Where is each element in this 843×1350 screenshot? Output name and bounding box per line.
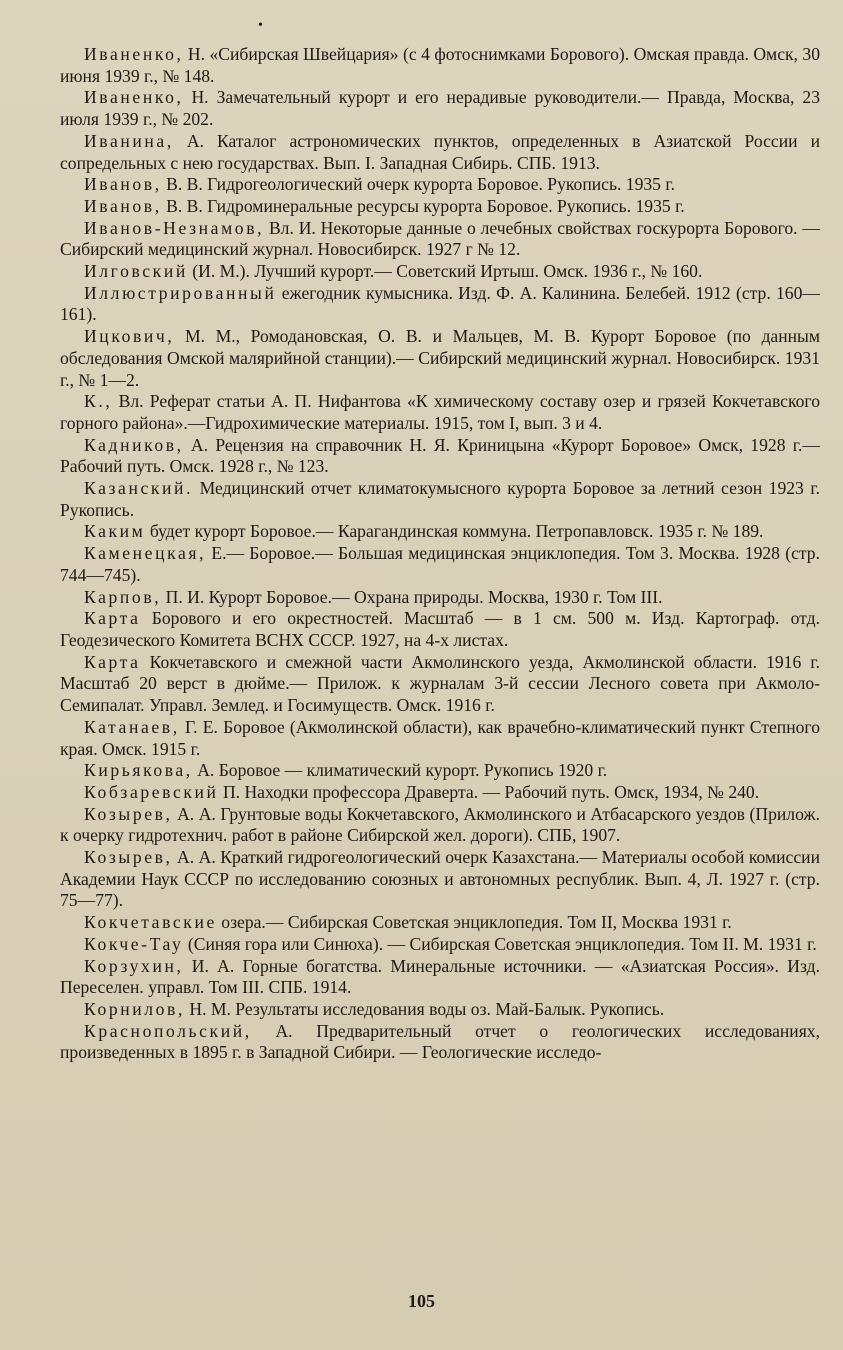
bibliography-entry <box>60 174 820 196</box>
bibliography-entry <box>60 87 820 130</box>
entry-text: (Синяя гора или Синюха). — Сибирская Советская энциклопедия. Том II. М. 1931 г. <box>183 933 817 954</box>
entry-text: Г. Е. Боровое (Акмолинской области), как врачебно-климатический пункт Степного края. Омск. 1915 г. <box>60 716 820 759</box>
bibliography-entry <box>60 435 820 478</box>
entry-text: А. А. Краткий гидрогеологический очерк Казахстана.— Материалы особой комиссии Академии Наук СССР по исследованию союзных и автономных республик. Вып. 4, Л. 1927 г. (стр. 75—77). <box>60 847 820 911</box>
bibliography-entry <box>60 782 820 804</box>
entry-text: озера.— Сибирская Советская энциклопедия. Том II, Москва 1931 г. <box>216 912 732 933</box>
bibliography-entry <box>60 283 820 326</box>
entry-text: Вл. И. Некоторые данные о лечебных свойствах госкурорта Борового. — Сибирский медицинский журнал. Новосибирск. 1927 г № 12. <box>60 217 820 260</box>
bibliography-entry <box>60 912 820 934</box>
bibliography-entry <box>60 44 820 87</box>
bibliography-entry <box>60 956 820 999</box>
entry-text: А. А. Грунтовые воды Кокчетавского, Акмолинского и Атбасарского уездов (Прилож. к очерку гидротехнич. работ в районе Сибирской жел. дороги). СПБ, 1907. <box>60 803 820 846</box>
entry-author: Иванина, <box>84 130 174 151</box>
bibliography-entry <box>60 521 820 543</box>
entry-author: Иванов, <box>84 174 162 195</box>
entry-text: М. М., Ромодановская, О. В. и Мальцев, М. В. Курорт Боровое (по данным обследования Омской малярийной станции).— Сибирский медицинский журнал. Новосибирск. 1931 г., № 1—2. <box>60 326 820 390</box>
bibliography-entry <box>60 717 820 760</box>
entry-text: Н. Замечательный курорт и его нерадивые руководители.— Правда, Москва, 23 июля 1939 г., № 202. <box>60 87 820 130</box>
entry-text: В. В. Гидроминеральные ресурсы курорта Боровое. Рукопись. 1935 г. <box>161 195 685 216</box>
entry-author: Карпов, <box>84 586 162 607</box>
entry-text: будет курорт Боровое.— Карагандинская коммуна. Петропавловск. 1935 г. № 189. <box>145 521 764 542</box>
bibliography-entry <box>60 131 820 174</box>
entry-author: Катанаев, <box>84 716 180 737</box>
entry-author: Козырев, <box>84 803 173 824</box>
entry-author: Иванов, <box>84 195 162 216</box>
entry-author: Илговский <box>84 261 188 282</box>
entry-text: И. А. Горные богатства. Минеральные источники. — «Азиатская Россия». Изд. Переселен. управл. Том III. СПБ. 1914. <box>60 955 820 998</box>
entry-author: Казанский. <box>84 478 194 499</box>
bibliography-entry <box>60 847 820 912</box>
entry-text: Вл. Реферат статьи А. П. Нифантова «К химическому составу озер и грязей Кокчетавского горного района».—Гидрохимические материалы. 1915, том I, вып. 3 и 4. <box>60 391 820 433</box>
bibliography-entry <box>60 261 820 283</box>
entry-author: Козырев, <box>84 847 173 868</box>
entry-text: А. Предварительный отчет о геологических исследованиях, произведенных в 1895 г. в Западной Сибири. — Геологические исследо- <box>60 1020 820 1063</box>
entry-author: Иванов-Незнамов, <box>84 217 265 238</box>
bibliography-entry <box>60 543 820 586</box>
entry-text: П. Находки профессора Драверта. — Рабочий путь. Омск, 1934, № 240. <box>218 781 760 802</box>
entry-text: А. Боровое — климатический курорт. Рукопись 1920 г. <box>192 760 608 781</box>
bibliography-entry <box>60 326 820 391</box>
bibliography-entry <box>60 804 820 847</box>
entry-author: Каменецкая, <box>84 543 207 564</box>
entry-author: Иваненко, <box>84 44 184 64</box>
entry-text: П. И. Курорт Боровое.— Охрана природы. Москва, 1930 г. Том III. <box>161 586 663 607</box>
entry-text: (И. М.). Лучший курорт.— Советский Иртыш. Омск. 1936 г., № 160. <box>187 261 703 282</box>
entry-author: Ицкович, <box>84 326 175 347</box>
entry-text: Медицинский отчет климатокумысного курорта Боровое за летний сезон 1923 г. Рукопись. <box>60 478 820 520</box>
entry-author: Карта <box>84 608 141 629</box>
bibliography-entry <box>60 218 820 261</box>
bibliography-entry <box>60 587 820 609</box>
entry-text: ежегодник кумысника. Изд. Ф. А. Калинина. Белебей. 1912 (стр. 160—161). <box>60 282 820 325</box>
bibliography-entry <box>60 478 820 521</box>
entry-author: Кобзаревский <box>84 781 219 802</box>
entry-author: Корнилов, <box>84 998 185 1019</box>
entry-author: Кирьякова, <box>84 760 193 781</box>
bibliography-entry <box>60 196 820 218</box>
entry-text: Кокчетавского и смежной части Акмолинского уезда, Акмолинской области. 1916 г. Масштаб 20 верст в дюйме.— Прилож. к журналам 3-й сессии Лесного совета при Акмоло-Семипалат. Управл. Землед. и Госимуществ. Омск. 1916 г. <box>60 651 820 716</box>
bibliography-entry <box>60 391 820 434</box>
bibliography-entry <box>60 1021 820 1064</box>
entry-text: А. Рецензия на справочник Н. Я. Криницына «Курорт Боровое» Омск, 1928 г.— Рабочий путь. Омск. 1928 г., № 123. <box>60 434 820 477</box>
bibliography-entry <box>60 760 820 782</box>
bibliography-entry <box>60 934 820 956</box>
entry-author: Иваненко, <box>84 87 184 108</box>
entry-author: Иллюстрированный <box>84 282 277 303</box>
entry-author: Кокчетавские <box>84 912 217 933</box>
entry-author: Кокче-Тау <box>84 933 184 954</box>
entry-author: Краснопольский, <box>84 1020 252 1041</box>
bibliography-entry <box>60 652 820 717</box>
bibliography-entry <box>60 608 820 651</box>
bibliography-entry <box>60 999 820 1021</box>
entry-author: Карта <box>84 651 141 672</box>
entry-text: Н. М. Результаты исследования воды оз. Май-Балык. Рукопись. <box>184 998 665 1019</box>
entry-author: К., <box>84 391 113 412</box>
entry-text: Борового и его окрестностей. Масштаб — в 1 см. 500 м. Изд. Картограф. отд. Геодезического Комитета ВСНХ СССР. 1927, на 4-х листах. <box>60 608 820 650</box>
entry-text: А. Каталог астрономических пунктов, определенных в Азиатской России и сопредельных с нею государствах. Вып. I. Западная Сибирь. СПБ. 1913. <box>60 130 820 173</box>
page-mark: • <box>258 18 263 33</box>
page-number: 105 <box>408 1291 435 1311</box>
entry-text: Н. «Сибирская Швейцария» (с 4 фотоснимками Борового). Омская правда. Омск, 30 июня 1939 г., № 148. <box>60 44 820 86</box>
entry-author: Кадников, <box>84 434 184 455</box>
bibliography-list <box>60 44 820 1064</box>
entry-author: Корзухин, <box>84 955 184 976</box>
entry-text: В. В. Гидрогеологический очерк курорта Боровое. Рукопись. 1935 г. <box>161 174 676 195</box>
entry-author: Каким <box>84 521 146 542</box>
entry-text: Е.— Боровое.— Большая медицинская энциклопедия. Том 3. Москва. 1928 (стр. 744—745). <box>60 543 820 585</box>
